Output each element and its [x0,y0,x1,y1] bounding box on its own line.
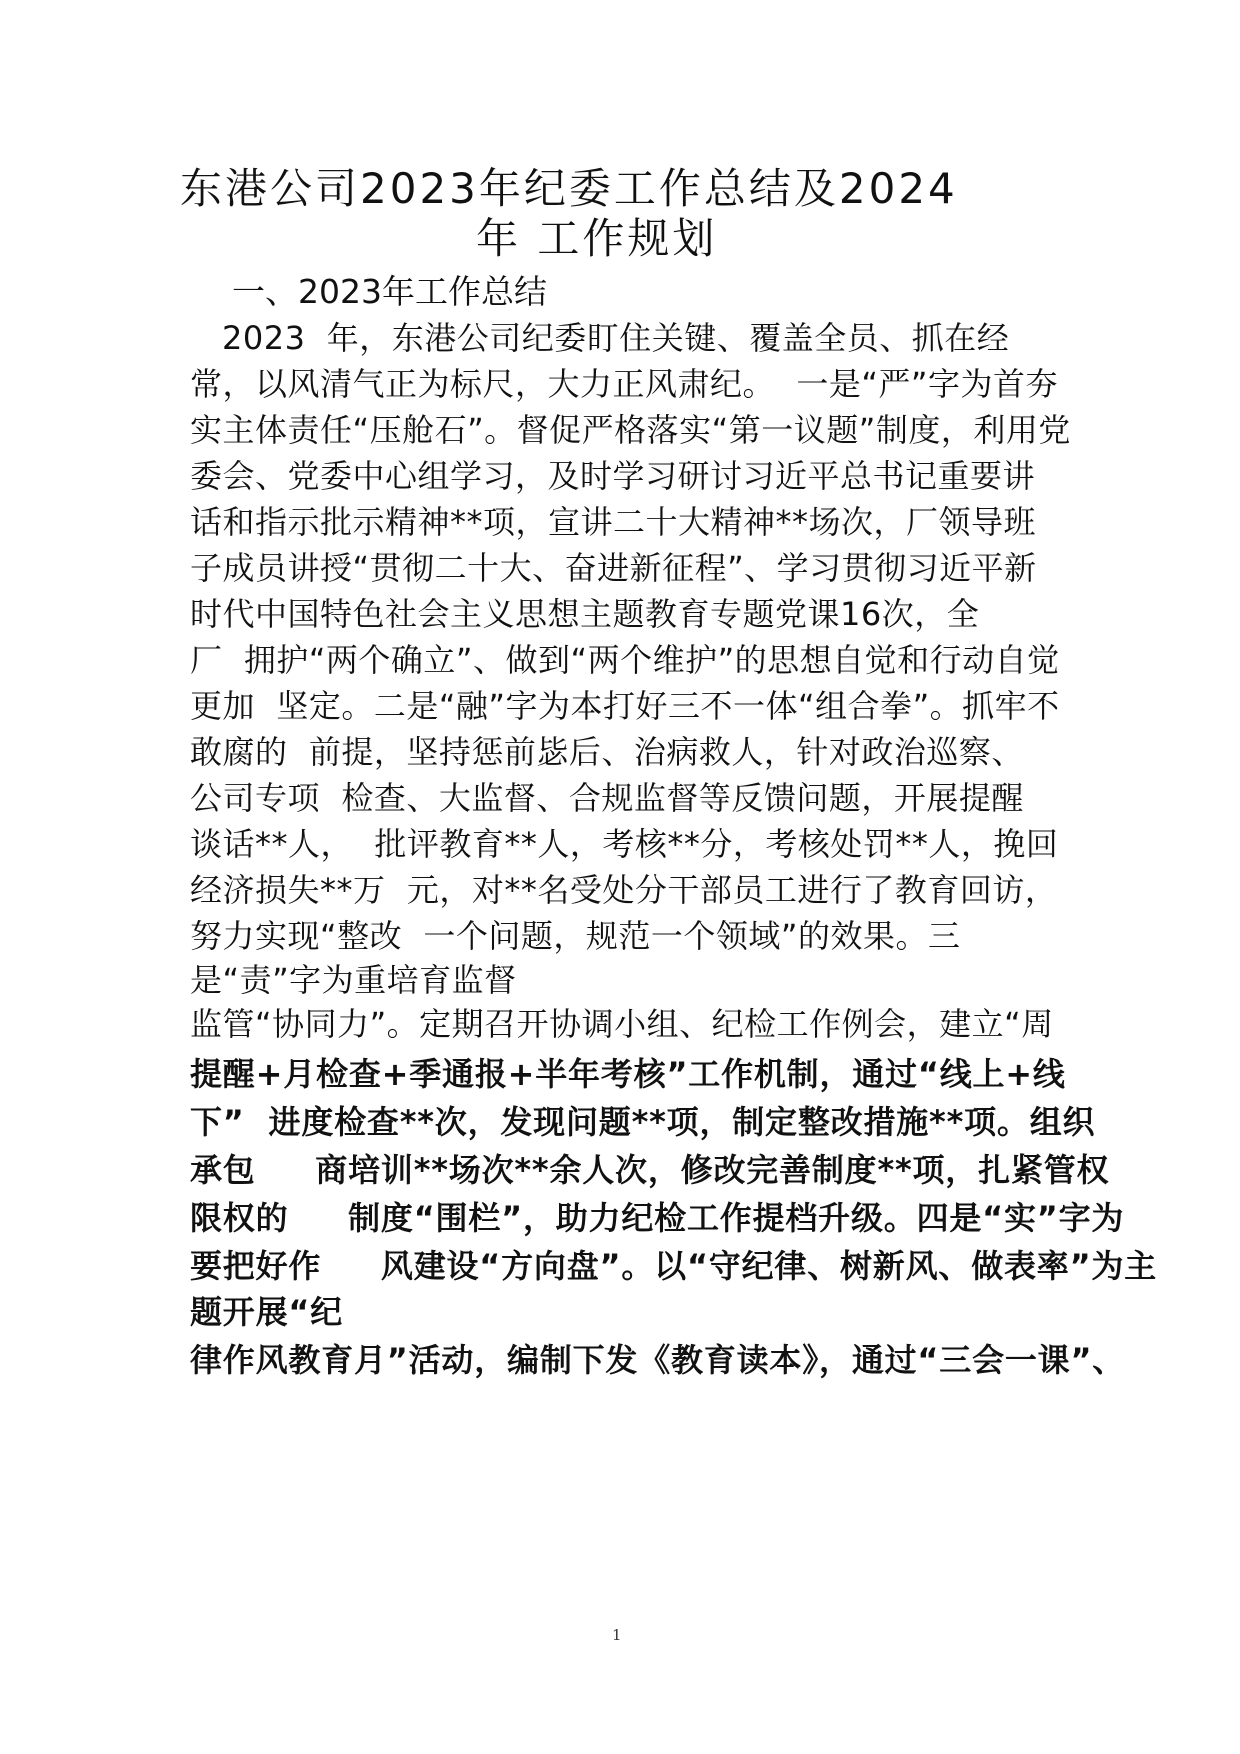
document-title-line-2: 年 工作规划 [476,214,718,263]
paragraph-line: 常，以风清气正为标尺，大力正风肃纪。 一是“严”字为首夯 [190,365,1059,403]
bold-paragraph-line: 提醒+月检查+季通报+半年考核”工作机制，通过“线上+线 [190,1055,1066,1093]
paragraph-line: 经济损失**万 元，对**名受处分干部员工进行了教育回访， [190,871,1058,909]
paragraph-line: 委会、党委中心组学习，及时学习研讨习近平总书记重要讲 [190,457,1036,495]
paragraph-line: 敢腐的 前提，坚持惩前毖后、治病救人，针对政治巡察、 [190,733,1024,771]
paragraph-line: 努力实现“整改 一个问题，规范一个领域”的效果。三 [190,917,961,955]
paragraph-line: 实主体责任“压舱石”。督促严格落实“第一议题”制度，利用党 [190,411,1071,449]
bold-paragraph-line: 下” 进度检查**次，发现问题**项，制定整改措施**项。组织 [190,1103,1096,1141]
document-title-line-1: 东港公司2023年纪委工作总结及2024 [180,164,958,213]
paragraph-line: 公司专项 检查、大监督、合规监督等反馈问题，开展提醒 [190,779,1024,817]
paragraph-line: 监管“协同力”。定期召开协调小组、纪检工作例会，建立“周 [190,1005,1054,1043]
paragraph-line: 子成员讲授“贯彻二十大、奋进新征程”、学习贯彻习近平新 [190,549,1037,587]
bold-paragraph-line: 题开展“纪 [190,1293,344,1331]
bold-paragraph-line: 限权的 制度“围栏”，助力纪检工作提档升级。四是“实”字为 [190,1199,1125,1237]
paragraph-line: 更加 坚定。二是“融”字为本打好三不一体“组合拳”。抓牢不 [190,687,1060,725]
paragraph-line: 话和指示批示精神**项，宣讲二十大精神**场次，厂领导班 [190,503,1037,541]
page-number: 1 [612,1626,622,1644]
bold-paragraph-line: 要把好作 风建设“方向盘”。以“守纪律、树新风、做表率”为主 [190,1247,1158,1285]
bold-paragraph-line: 承包 商培训**场次**余人次，修改完善制度**项，扎紧管权 [190,1151,1110,1189]
paragraph-line: 是“责”字为重培育监督 [190,961,517,999]
section-heading: 一、2023年工作总结 [232,272,547,311]
paragraph-line: 厂 拥护“两个确立”、做到“两个维护”的思想自觉和行动自觉 [190,641,1060,679]
paragraph-line: 2023 年，东港公司纪委盯住关键、覆盖全员、抓在经 [190,319,1010,357]
paragraph-line: 时代中国特色社会主义思想主题教育专题党课16次，全 [190,595,980,633]
paragraph-line: 谈话**人， 批评教育**人，考核**分，考核处罚**人，挽回 [190,825,1059,863]
bold-paragraph-line: 律作风教育月”活动，编制下发《教育读本》，通过“三会一课”、 [190,1341,1126,1379]
